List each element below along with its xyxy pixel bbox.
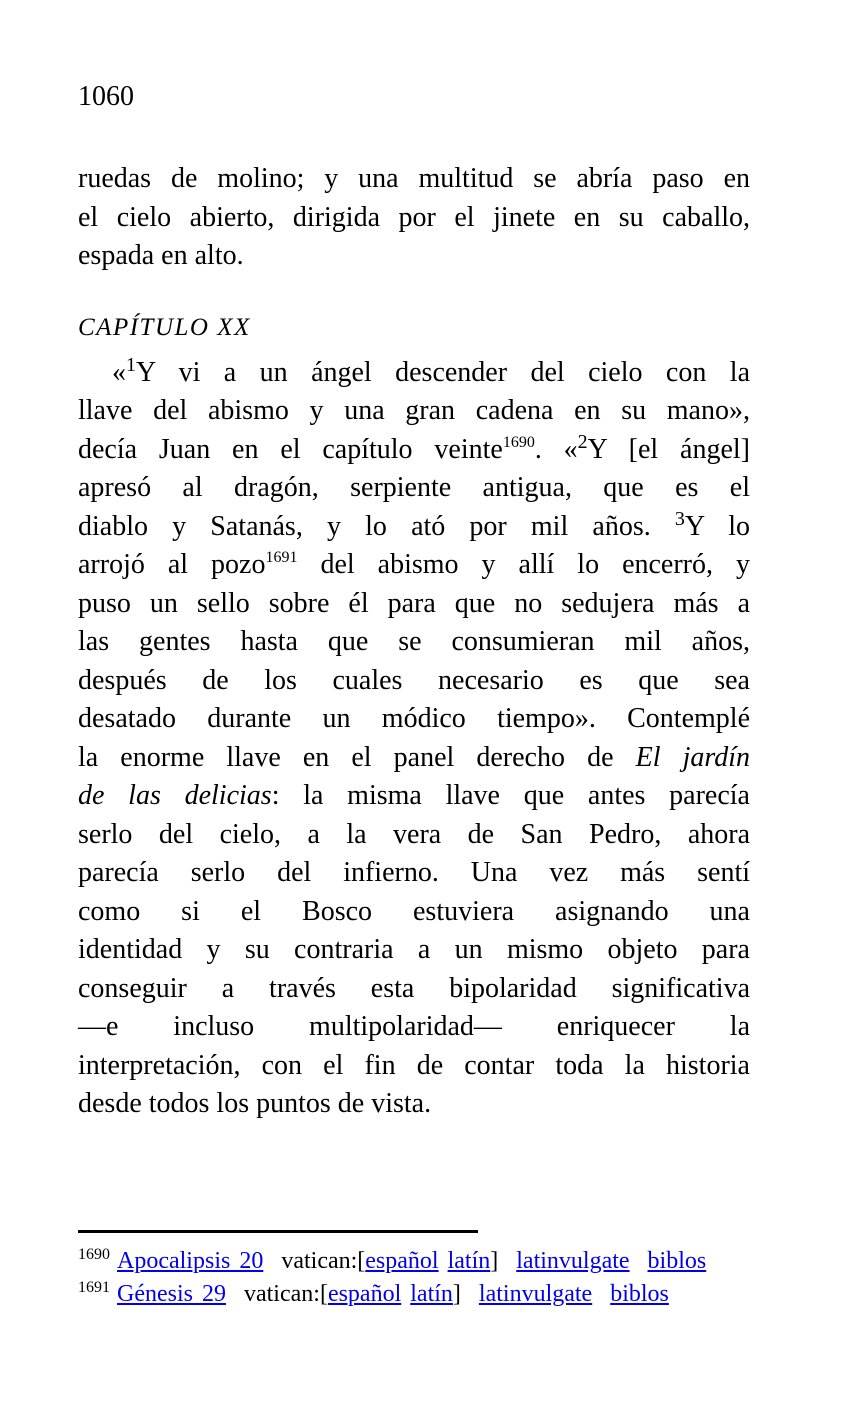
body-text: serlo del cielo, a la vera de San Pedro, ahora	[78, 818, 750, 850]
body-text: arrojó al pozo	[78, 549, 266, 580]
footnote-text	[401, 1281, 410, 1307]
body-text: parecía serlo del infierno. Una vez más sentí	[78, 857, 750, 888]
text-line	[78, 585, 750, 624]
verse-number: 1	[126, 353, 136, 376]
body-text: —e incluso multipolaridad— enriquecer la	[78, 1011, 750, 1042]
footnote	[78, 1278, 750, 1311]
text-line	[78, 816, 750, 855]
body-text: conseguir a través esta bipolaridad significativa	[78, 972, 750, 1004]
body-text: : la misma llave que antes parecía	[271, 780, 750, 811]
body-text: como si el Bosco estuviera asignando una	[78, 895, 750, 927]
footnote-link[interactable]: biblos	[647, 1247, 707, 1274]
body-text: espada en alto.	[78, 240, 244, 271]
verse-number: 2	[577, 430, 588, 453]
body-text: apresó al dragón, serpiente antigua, que es el	[78, 472, 750, 503]
body-text: del abismo y allí lo encerró, y	[297, 549, 750, 580]
text-line	[78, 469, 750, 508]
body-text: el cielo abierto, dirigida por el jinete en su caballo,	[78, 201, 750, 233]
text-line	[78, 893, 750, 932]
footnote-number: 1690	[78, 1245, 110, 1263]
body-text: las gentes hasta que se consumieran mil años,	[78, 626, 750, 657]
text-line	[78, 970, 750, 1009]
text-line	[78, 199, 750, 238]
text-line	[78, 431, 750, 470]
text-line	[78, 662, 750, 701]
body-text: llave del abismo y una gran cadena en su mano»,	[78, 395, 750, 426]
text-line	[78, 854, 750, 893]
text-line	[78, 700, 750, 739]
body-text: ruedas de molino; y una multitud se abría paso en	[78, 163, 750, 194]
body-text: diablo y Satanás, y lo ató por mil años.	[78, 510, 675, 542]
body-text: desde todos los puntos de vista.	[78, 1088, 432, 1119]
body-text: decía Juan en el capítulo veinte	[78, 433, 503, 465]
body-text: . «	[534, 433, 578, 465]
text-line	[78, 237, 750, 276]
footnote-text	[592, 1281, 610, 1307]
italic-text: de las delicias	[78, 780, 272, 811]
footnote-link[interactable]: latinvulgate	[516, 1247, 630, 1274]
text-line	[78, 392, 750, 431]
footnote-text	[439, 1248, 448, 1274]
intro-paragraph	[78, 160, 750, 276]
body-text: después de los cuales necesario es que sea	[78, 664, 750, 696]
body-text: «	[112, 356, 126, 388]
footnote-link[interactable]: Génesis 29	[117, 1280, 226, 1307]
text-line	[78, 777, 750, 816]
body-text: interpretación, con el fin de contar toda la historia	[78, 1049, 750, 1081]
footnote	[78, 1245, 750, 1278]
footnote-separator	[78, 1230, 478, 1233]
body-text: identidad y su contraria a un mismo objeto para	[78, 934, 750, 965]
text-line	[78, 1085, 750, 1124]
text-line	[78, 1047, 750, 1086]
text-line	[78, 931, 750, 970]
text-line	[78, 739, 750, 778]
body-text: Y lo	[684, 510, 750, 542]
footnote-link[interactable]: latín	[447, 1247, 491, 1274]
text-line	[78, 508, 750, 547]
footnote-text: ]	[452, 1280, 479, 1307]
body-text: desatado durante un módico tiempo». Contemplé	[78, 703, 750, 734]
footnote-text: vatican:[	[225, 1280, 328, 1307]
footnote-text: vatican:[	[263, 1247, 366, 1274]
body-text: Y vi a un ángel descender del cielo con la	[136, 356, 750, 388]
footnote-link[interactable]: latinvulgate	[478, 1280, 593, 1307]
body-text: Y [el ángel]	[587, 433, 750, 465]
text-line	[78, 160, 750, 199]
text-line	[78, 1008, 750, 1047]
footnote-ref: 1691	[265, 549, 298, 566]
footnote-link[interactable]: español	[327, 1280, 402, 1307]
chapter-heading: CAPÍTULO XX	[78, 313, 251, 341]
footnotes	[78, 1245, 750, 1311]
text-line	[78, 354, 750, 393]
footnote-link[interactable]: español	[365, 1247, 439, 1274]
body-text: puso un sello sobre él para que no sedujera más a	[78, 587, 750, 619]
italic-text: El jardín	[635, 741, 750, 773]
footnote-link[interactable]: Apocalipsis 20	[117, 1247, 264, 1274]
text-line	[78, 546, 750, 585]
footnote-text	[630, 1248, 648, 1274]
body-text: la enorme llave en el panel derecho de	[78, 741, 636, 773]
footnote-text: ]	[490, 1247, 517, 1274]
footnote-ref: 1690	[502, 433, 535, 451]
text-line	[78, 623, 750, 662]
footnote-number: 1691	[78, 1278, 110, 1296]
page-number: 1060	[78, 81, 134, 112]
footnote-link[interactable]: latín	[410, 1280, 453, 1307]
main-paragraph	[78, 354, 750, 1124]
page-content	[78, 0, 750, 1311]
footnote-link[interactable]: biblos	[610, 1280, 669, 1307]
verse-number: 3	[674, 507, 685, 530]
